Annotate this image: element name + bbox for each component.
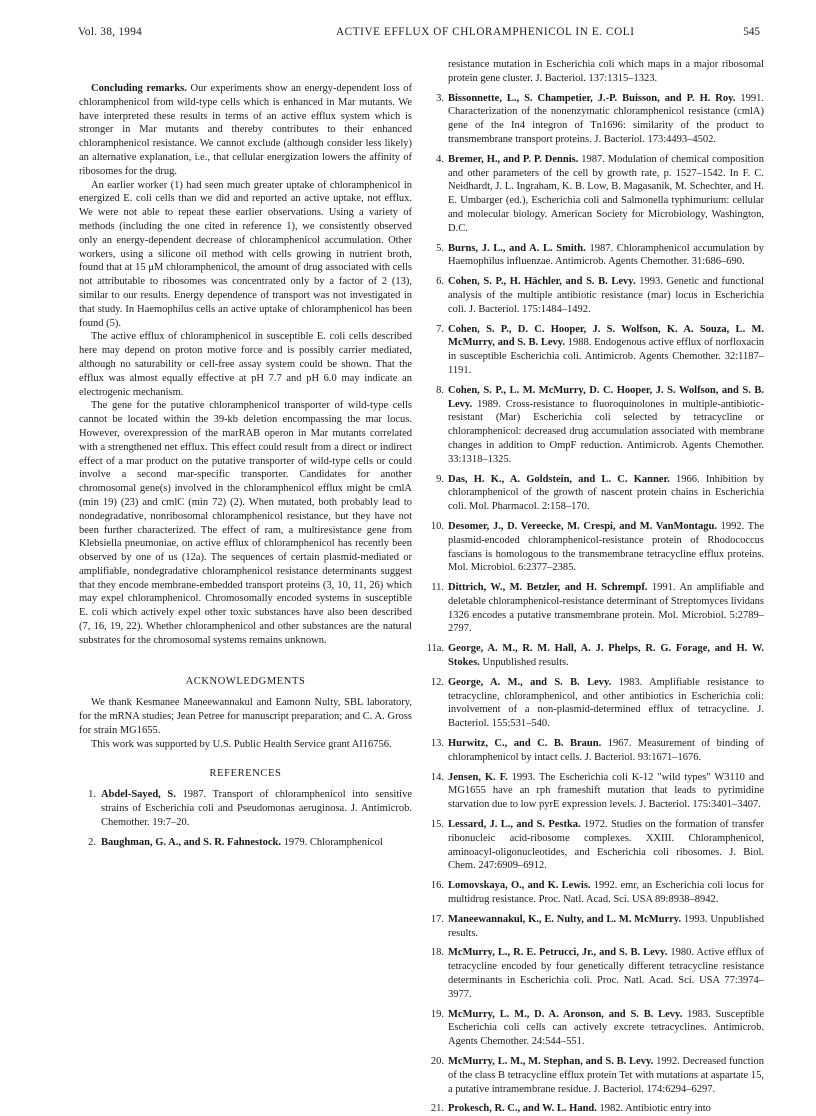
reference-authors: Baughman, G. A., and S. R. Fahnestock. xyxy=(101,836,282,848)
reference-number: 17. xyxy=(430,913,444,925)
reference-item xyxy=(425,242,764,270)
reference-authors: McMurry, L. M., M. Stephan, and S. B. Levy. xyxy=(448,1056,654,1067)
reference-authors: Lessard, J. L., and S. Pestka. xyxy=(448,819,581,831)
reference-number: 10. xyxy=(430,520,444,532)
reference-item xyxy=(425,676,764,731)
reference-text: 1992. Decreased function of the class B tetracycline efflux protein Tet with mutations at aspartate 15, a putative intramembrane residue. J. Bacteriol. 174:6294–6297. xyxy=(448,1056,764,1095)
left-column xyxy=(79,82,412,850)
reference-text: 1992. The plasmid-encoded chloramphenicol-resistance protein of Rhodococcus fascians is homologous to the transmembrane tetracycline efflux proteins. Mol. Microbiol. 6:2377–2385. xyxy=(448,520,764,574)
reference-authors: Das, H. K., A. Goldstein, and L. C. Kanner. xyxy=(448,473,670,485)
acknowledgment-text: We thank Kesmanee Maneewannakul and Eamonn Nulty, SBL laboratory, for the mRNA studies; Jean Petree for manuscript preparation; and C. A. Gross for strain MG1655. xyxy=(79,697,412,737)
reference-authors: McMurry, L. M., D. A. Aronson, and S. B. Levy. xyxy=(448,1008,683,1020)
reference-list xyxy=(79,788,412,849)
paragraph xyxy=(79,82,412,179)
paragraph: An earlier worker (1) had seen much greater uptake of chloramphenicol in energized E. coli cells than we did and reported an active uptake, not efflux. We were not able to repeat these earlier observations. Using a variety of methods (including the one cited in reference 1), we consistently observed only an energy-dependent decrease of chloramphenicol accumulation. Other workers, using a silicone oil method with cells growing in nutrient broth, found that at 15 μM chloramphenicol, the amount of drug associated with cells not attributable to ribosomes was concentrated only by a factor of 2 (13), similar to our results. Energy dependence of transport was not investigated in that study. In Haemophilus cells an active uptake of chloramphenicol has been found (5). xyxy=(79,179,412,329)
reference-authors: George, A. M., R. M. Hall, A. J. Phelps, R. G. Forage, and H. W. Stokes. xyxy=(448,643,764,669)
reference-authors: Prokesch, R. C., and W. L. Hand. xyxy=(448,1103,597,1115)
right-column xyxy=(425,58,764,1116)
acknowledgments-heading: ACKNOWLEDGMENTS xyxy=(185,675,306,687)
reference-text: 1993. Unpublished results. xyxy=(448,913,764,939)
reference-item xyxy=(425,1055,764,1096)
reference-number: 11. xyxy=(431,582,444,594)
reference-item xyxy=(425,520,764,575)
reference-text: 1991. An amplifiable and deletable chloramphenicol-resistance determinant of Streptomyces lividans 1326 encodes a putative transmembrane protein. Mol. Microbiol. 5:2789–2797. xyxy=(448,582,764,635)
reference-authors: Cohen, S. P., D. C. Hooper, J. S. Wolfson, K. A. Souza, L. M. McMurry, and S. B. Levy. xyxy=(448,323,764,349)
reference-number: 2. xyxy=(88,836,96,848)
reference-text: 1972. Studies on the formation of transfer ribonucleic acid-ribosome complexes. XXIII. Chloramphenicol, aminoacyl-oligonucleotides, and Escherichia coli ribosomes. J. Biol. Chem. 247:6909–6912. xyxy=(448,819,764,872)
reference-list xyxy=(425,92,764,1116)
reference-number: 9. xyxy=(436,473,444,485)
reference-number: 19. xyxy=(430,1008,444,1020)
reference-number: 16. xyxy=(430,880,444,892)
reference-item xyxy=(425,581,764,636)
reference-number: 1. xyxy=(88,789,96,801)
reference-number: 13. xyxy=(430,738,444,750)
running-title: ACTIVE EFFLUX OF CHLORAMPHENICOL IN E. COLI xyxy=(336,26,635,38)
reference-authors: George, A. M., and S. B. Levy. xyxy=(448,676,612,688)
reference-item xyxy=(425,384,764,467)
reference-item xyxy=(425,818,764,873)
reference-text: 1992. emr, an Escherichia coli locus for multidrug resistance. Proc. Natl. Acad. Sci. USA 89:8938–8942. xyxy=(448,880,764,906)
reference-text: 1967. Measurement of binding of chloramphenicol by intact cells. J. Bacteriol. 93:1671–1676. xyxy=(448,738,764,763)
reference-item xyxy=(79,836,412,850)
reference-item xyxy=(425,642,764,670)
reference-text: 1980. Active efflux of tetracycline encoded by four genetically different tetracycline resistance determinants in Escherichia coli. Proc. Natl. Acad. Sci. USA 77:3974–3977. xyxy=(448,947,765,1000)
acknowledgment-text: This work was supported by U.S. Public Health Service grant AI16756. xyxy=(91,738,392,750)
reference-number: 12. xyxy=(430,676,444,688)
reference-number: 21. xyxy=(430,1103,444,1115)
reference-item xyxy=(425,913,764,941)
paragraph: The gene for the putative chloramphenicol transporter of wild-type cells cannot be located within the 39-kb deletion encompassing the mar locus. However, overexpression of the marRAB operon in Mar mutants correlated with a strengthened net efflux. This effect could result from a direct or indirect effect of a mar product on the putative transporter of wild-type cells or could involve a second mar-specific transporter. Candidates for another chromosomal gene(s) involved in the chloramphenicol efflux might be cmlA (min 19) (23) and cmlC (min 72) (2). When mutated, both probably lead to nondegradative, nonribosomal chloramphenicol resistance, but they have not been further characterized. The effect of ram, a multiresistance gene from Klebsiella pneumoniae, on active efflux of chloramphenicol has recently been observed by one of us (12a). The sequences of certain plasmid-mediated or amplifiable, nondegradative chloramphenicol resistance determinants suggest that they encode membrane-embedded transport proteins (3, 10, 11, 26) which may expel chloramphenicol. Chromosomally encoded systems in susceptible E. coli which actively expel other toxic substances have also been described (7, 16, 19, 22). Whether chloramphenicol and other substances are the natural substrates for the chromosomal systems remains unknown. xyxy=(79,400,412,646)
paragraph: The active efflux of chloramphenicol in susceptible E. coli cells described here may depend on proton motive force and is possibly carrier mediated, although no saturability or cell-free assay system could be shown. That the efflux was almost equally effective at pH 7.7 and pH 6.0 may indicate an electrogenic mechanism. xyxy=(79,331,412,398)
reference-item xyxy=(425,737,764,765)
references-heading: REFERENCES xyxy=(209,767,282,779)
reference-item xyxy=(425,275,764,316)
journal-volume: Vol. 38, 1994 xyxy=(78,26,142,38)
reference-text: 1983. Amplifiable resistance to tetracycline, chloramphenicol, and other antibiotics in Escherichia coli: involvement of a non-plasmid-determined efflux of tetracycline. J. Bacteriol. 155:531–540. xyxy=(448,676,764,730)
reference-authors: Bissonnette, L., S. Champetier, J.-P. Buisson, and P. H. Roy. xyxy=(448,92,736,104)
paragraph-text: Our experiments show an energy-dependent loss of chloramphenicol from wild-type cells which is enhanced in Mar mutants. We have interpreted these results in terms of an active efflux system which is stronger in Mar mutants and thereby contributes to their enhanced chloramphenicol resistance. We cannot exclude (although consider less likely) an alternative explanation, i.e., that cellular energization lowers the affinity of ribosomes for the drug. xyxy=(79,83,412,177)
reference-authors: Bremer, H., and P. P. Dennis. xyxy=(448,153,579,165)
page-number: 545 xyxy=(743,26,760,38)
reference-authors: Maneewannakul, K., E. Nulty, and L. M. McMurry. xyxy=(448,913,682,925)
reference-number: 20. xyxy=(430,1056,444,1067)
reference-text: 1966. Inhibition by chloramphenicol of the growth of nascent protein chains in Escherichia coli. Mol. Pharmacol. 2:158–170. xyxy=(448,473,764,513)
reference-text: Unpublished results. xyxy=(479,657,569,669)
reference-text: 1982. Antibiotic entry into xyxy=(596,1103,711,1115)
reference-authors: Burns, J. L., and A. L. Smith. xyxy=(448,242,586,254)
reference-text: 1979. Chloramphenicol xyxy=(281,836,383,848)
reference-authors: Desomer, J., D. Vereecke, M. Crespi, and M. VanMontagu. xyxy=(448,520,717,532)
reference-authors: Jensen, K. F. xyxy=(448,771,508,783)
reference-item xyxy=(79,788,412,829)
reference-number: 3. xyxy=(436,92,444,104)
reference-item xyxy=(425,1008,764,1049)
run-in-heading: Concluding remarks. xyxy=(91,83,187,94)
reference-item xyxy=(425,92,764,147)
reference-authors: Abdel-Sayed, S. xyxy=(101,789,176,801)
reference-item xyxy=(425,771,764,812)
reference-item xyxy=(425,879,764,907)
reference-text: 1983. Susceptible Escherichia coli cells can actively excrete tetracyclines. Antimicrob. Agents Chemother. 24:544–551. xyxy=(448,1008,764,1048)
reference-number: 4. xyxy=(436,153,444,165)
reference-authors: Hurwitz, C., and C. B. Braun. xyxy=(448,738,602,750)
reference-item xyxy=(425,946,764,1001)
reference-text: 1991. Characterization of the nonenzymatic chloramphenicol resistance (cmlA) gene of the In4 integron of Tn1696: similarity of the product to transmembrane transport proteins. J. Bacteriol. 173:4493–4502. xyxy=(448,92,764,145)
running-header xyxy=(78,26,760,42)
reference-number: 14. xyxy=(430,771,444,783)
reference-number: 15. xyxy=(430,819,444,831)
reference-item xyxy=(425,473,764,514)
reference-number: 18. xyxy=(430,947,444,959)
reference-item xyxy=(425,323,764,378)
reference-authors: Dittrich, W., M. Betzler, and H. Schrempf. xyxy=(448,582,648,594)
reference-number: 5. xyxy=(436,242,444,254)
reference-text: 1987. Transport of chloramphenicol into sensitive strains of Escherichia coli and Pseudomonas aeruginosa. J. Antimicrob. Chemother. 19:7–20. xyxy=(101,789,412,829)
reference-text: 1987. Chloramphenicol accumulation by Haemophilus influenzae. Antimicrob. Agents Chemother. 31:686–690. xyxy=(448,242,764,268)
reference-authors: Lomovskaya, O., and K. Lewis. xyxy=(448,880,591,892)
reference-text: 1988. Endogenous active efflux of norfloxacin in susceptible Escherichia coli. Antimicrob. Agents Chemother. 32:1187–1191. xyxy=(448,337,764,376)
reference-continuation: resistance mutation in Escherichia coli which maps in a major ribosomal protein gene cluster. J. Bacteriol. 137:1315–1323. xyxy=(448,59,764,84)
reference-text: 1993. The Escherichia coli K-12 "wild types" W3110 and MG1655 have an rph frameshift mutation that leads to pyrimidine starvation due to low pyrE expression levels. J. Bacteriol. 175:3401–3407. xyxy=(448,771,764,811)
reference-text: 1989. Cross-resistance to fluoroquinolones in multiple-antibiotic-resistant (Mar) Escherichia coli selected by tetracycline or chloramphenicol: decreased drug accumulation associated with membrane changes in addition to OmpF reduction. Antimicrob. Agents Chemother. 33:1318–1325. xyxy=(448,398,764,465)
reference-number: 6. xyxy=(436,276,444,288)
reference-text: 1987. Modulation of chemical composition and other parameters of the cell by growth rate, p. 1527–1542. In F. C. Neidhardt, J. L. Ingraham, K. B. Low, B. Magasanik, M. Schechter, and H. E. Umbarger (ed.), Escherichia coli and Salmonella typhimurium: cellular and molecular biology. American Society for Microbiology, Washington, D.C. xyxy=(448,153,764,234)
reference-authors: McMurry, L., R. E. Petrucci, Jr., and S. B. Levy. xyxy=(448,947,668,959)
reference-authors: Cohen, S. P., L. M. McMurry, D. C. Hooper, J. S. Wolfson, and S. B. Levy. xyxy=(448,384,764,410)
reference-text: 1993. Genetic and functional analysis of the multiple antibiotic resistance (mar) locus in Escherichia coli. J. Bacteriol. 175:1484–1492. xyxy=(448,276,764,315)
reference-authors: Cohen, S. P., H. Hächler, and S. B. Levy. xyxy=(448,276,636,288)
reference-item xyxy=(425,153,764,236)
reference-number: 8. xyxy=(436,384,444,396)
reference-number: 7. xyxy=(436,323,444,335)
reference-number: 11a. xyxy=(426,643,444,655)
